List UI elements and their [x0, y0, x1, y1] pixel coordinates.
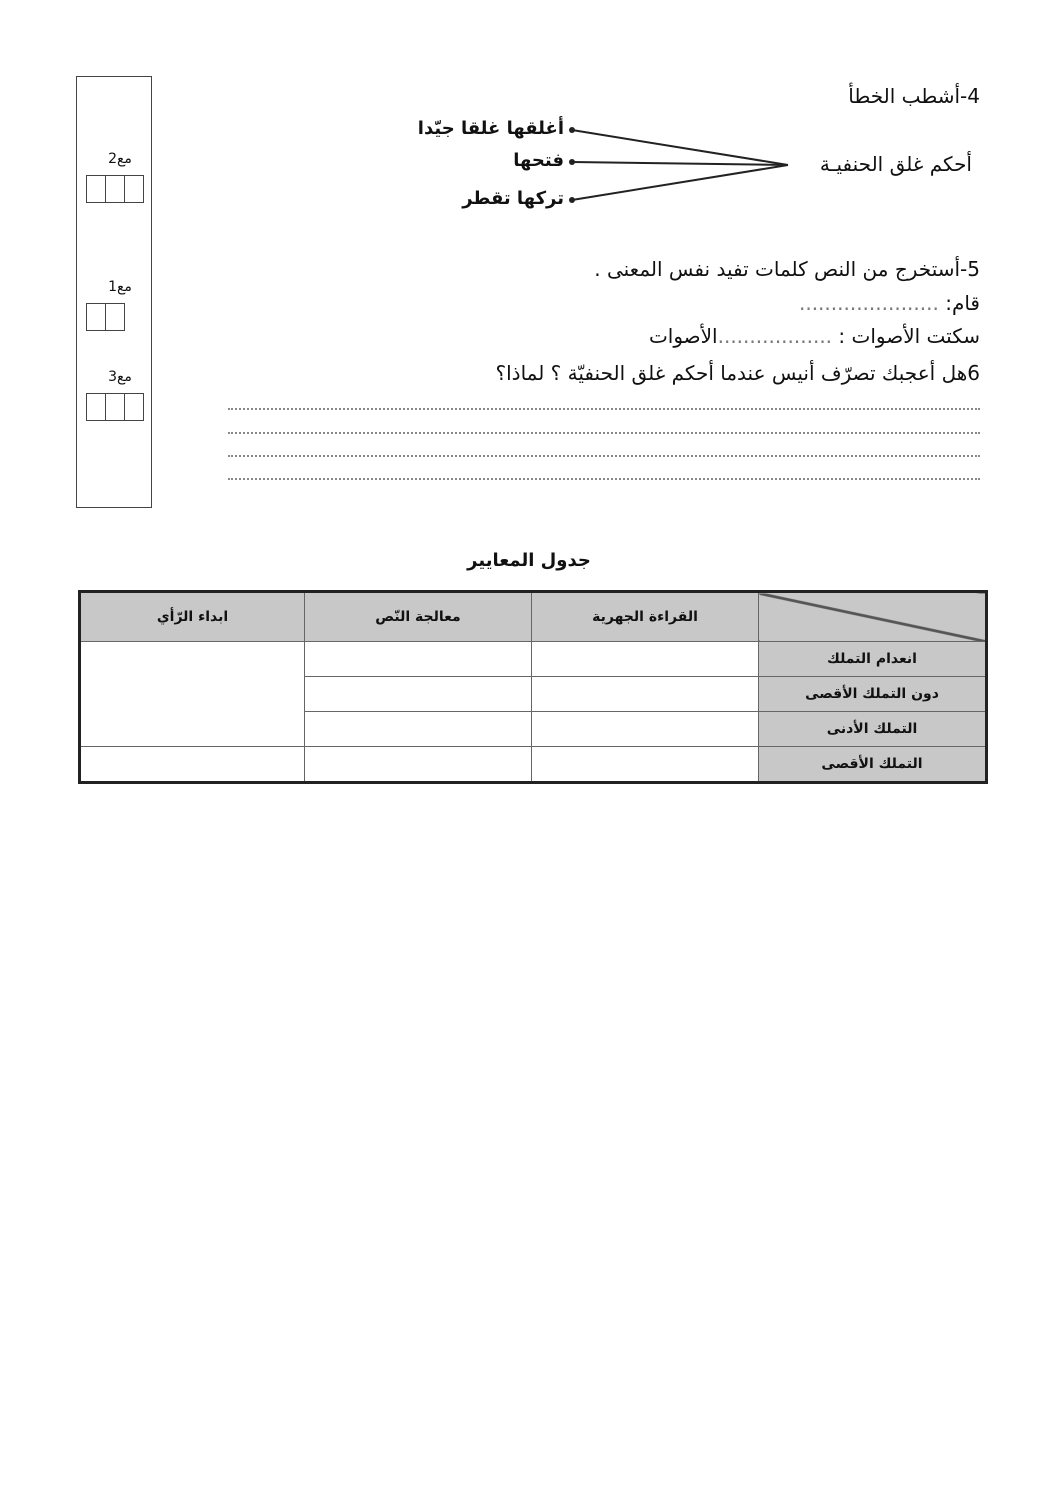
score-cell[interactable]: [532, 712, 759, 747]
answer-line[interactable]: [228, 455, 980, 457]
score-cell[interactable]: [532, 677, 759, 712]
q5-line2-label: سكتت الأصوات :: [838, 324, 980, 348]
score-label: مع3: [108, 369, 132, 385]
answer-line[interactable]: [228, 478, 980, 480]
score-cell[interactable]: [532, 747, 759, 783]
column-header: ابداء الرّأي: [80, 592, 305, 642]
q4-arrows: [560, 120, 800, 215]
q4-option[interactable]: فتحها: [513, 150, 564, 171]
row-label: التملك الأقصى: [759, 747, 987, 783]
q5-line1: [799, 291, 980, 315]
score-cell[interactable]: [80, 747, 305, 783]
criteria-table: [78, 590, 988, 784]
row-label: التملك الأدنى: [759, 712, 987, 747]
q5-line1-label: قام:: [945, 291, 980, 315]
table-row: [80, 747, 987, 783]
score-boxes[interactable]: [86, 303, 125, 331]
q5-line2-blank[interactable]: ..................: [717, 324, 833, 348]
score-boxes[interactable]: [86, 175, 144, 203]
q4-option[interactable]: أغلقها غلقا جيّدا: [417, 118, 564, 139]
q4-title: 4-أشطب الخطأ: [848, 84, 980, 108]
table-row: [80, 642, 987, 677]
q5-title: 5-أستخرج من النص كلمات تفيد نفس المعنى .: [594, 257, 980, 281]
score-cell[interactable]: [305, 712, 532, 747]
score-cell[interactable]: [532, 642, 759, 677]
score-boxes[interactable]: [86, 393, 144, 421]
column-header: معالجة النّص: [305, 592, 532, 642]
q5-line1-blank[interactable]: ......................: [798, 291, 939, 315]
column-header: القراءة الجهرية: [532, 592, 759, 642]
row-label: دون التملك الأقصى: [759, 677, 987, 712]
q6-title: 6هل أعجبك تصرّف أنيس عندما أحكم غلق الحنفيّة ؟ لماذا؟: [495, 361, 980, 385]
answer-line[interactable]: [228, 432, 980, 434]
corner-cell: [759, 592, 987, 642]
q4-source: أحكم غلق الحنفيـة: [819, 152, 972, 176]
score-label: مع2: [108, 151, 132, 167]
row-label: انعدام التملك: [759, 642, 987, 677]
score-cell[interactable]: [80, 642, 305, 747]
score-cell[interactable]: [305, 747, 532, 783]
answer-line[interactable]: [228, 408, 980, 410]
score-sidebar: [76, 76, 152, 508]
score-cell[interactable]: [305, 642, 532, 677]
score-label: مع1: [108, 279, 132, 295]
q5-line2-suffix: الأصوات: [648, 324, 718, 348]
q5-line2: [649, 324, 980, 348]
criteria-title: جدول المعايير: [467, 550, 591, 571]
score-cell[interactable]: [305, 677, 532, 712]
q4-option[interactable]: تركها تقطر: [462, 188, 564, 209]
